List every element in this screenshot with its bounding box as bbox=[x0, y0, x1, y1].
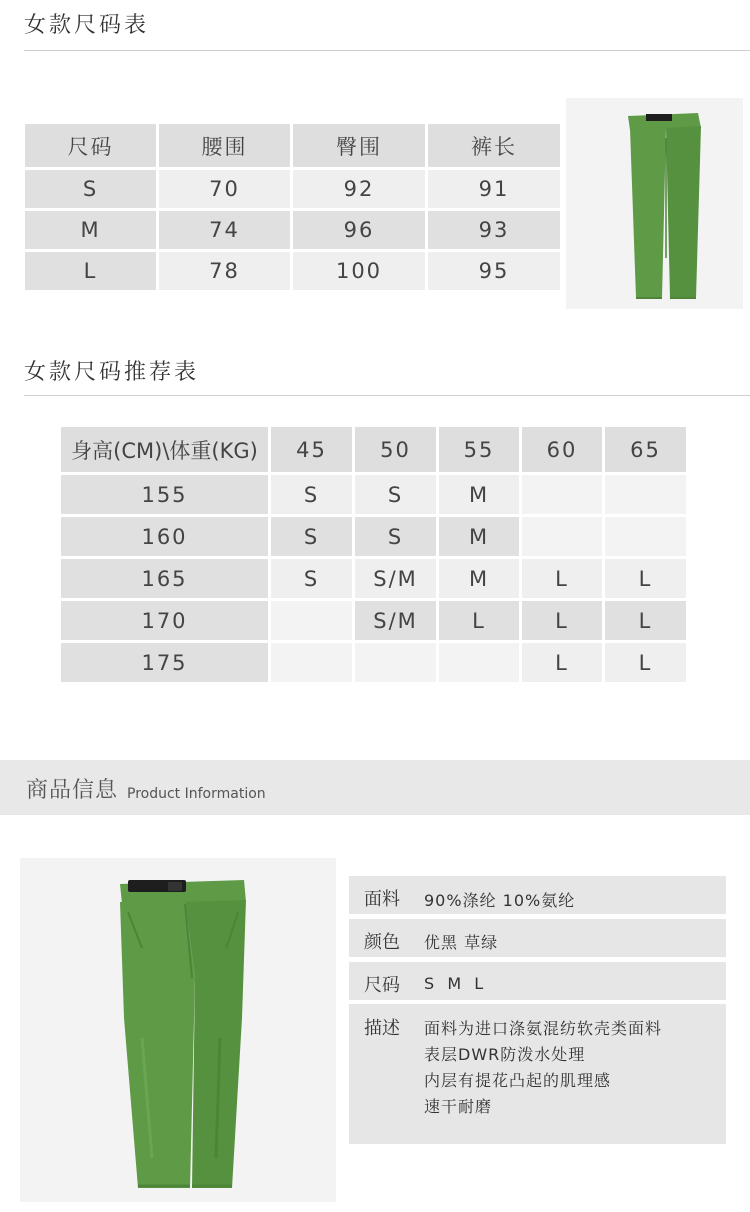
size-cell: 93 bbox=[428, 211, 560, 249]
detail-label-fabric: 面料 bbox=[364, 889, 400, 910]
recommend-cell: S/M bbox=[355, 601, 436, 640]
recommend-height-cell: 165 bbox=[61, 559, 268, 598]
recommend-header-weight: 45 bbox=[271, 427, 352, 472]
recommend-cell bbox=[439, 643, 519, 682]
recommend-cell: M bbox=[439, 517, 519, 556]
recommend-cell: S bbox=[271, 475, 352, 514]
product-info-title: 商品信息 bbox=[26, 778, 119, 803]
recommend-height-cell: 170 bbox=[61, 601, 268, 640]
recommend-cell: L bbox=[605, 643, 686, 682]
green-pants-photo-icon bbox=[566, 98, 743, 309]
recommend-header-weight: 55 bbox=[439, 427, 519, 472]
detail-value-color: 优黑 草绿 bbox=[424, 933, 499, 952]
recommend-cell bbox=[271, 601, 352, 640]
size-cell: 100 bbox=[293, 252, 425, 290]
recommend-height-cell: 155 bbox=[61, 475, 268, 514]
recommend-cell bbox=[605, 475, 686, 514]
recommend-header-corner: 身高(CM)\体重(KG) bbox=[61, 427, 268, 472]
size-cell: 78 bbox=[159, 252, 290, 290]
detail-value-size: S M L bbox=[424, 974, 485, 993]
recommend-cell: S/M bbox=[355, 559, 436, 598]
recommend-cell: L bbox=[522, 559, 602, 598]
size-chart-rule bbox=[24, 50, 750, 51]
recommend-cell bbox=[271, 643, 352, 682]
recommend-header-weight: 50 bbox=[355, 427, 436, 472]
product-photo-large bbox=[20, 858, 336, 1202]
recommend-header-weight: 65 bbox=[605, 427, 686, 472]
detail-description-line: 表层DWR防泼水处理 bbox=[424, 1045, 586, 1064]
size-header-hip: 臀围 bbox=[293, 124, 425, 167]
product-photo-small bbox=[566, 98, 743, 309]
size-cell: 70 bbox=[159, 170, 290, 208]
recommend-cell: S bbox=[271, 517, 352, 556]
recommend-cell: L bbox=[439, 601, 519, 640]
recommend-height-cell: 175 bbox=[61, 643, 268, 682]
recommend-cell: S bbox=[271, 559, 352, 598]
recommend-cell bbox=[355, 643, 436, 682]
green-pants-photo-icon bbox=[20, 858, 336, 1202]
detail-description-line: 速干耐磨 bbox=[424, 1097, 493, 1116]
recommend-cell bbox=[522, 517, 602, 556]
size-cell: M bbox=[25, 211, 156, 249]
recommend-cell: L bbox=[522, 601, 602, 640]
recommend-cell: L bbox=[522, 643, 602, 682]
size-header-length: 裤长 bbox=[428, 124, 560, 167]
size-cell: 91 bbox=[428, 170, 560, 208]
detail-row-color bbox=[349, 919, 726, 957]
size-cell: L bbox=[25, 252, 156, 290]
recommend-cell: L bbox=[605, 601, 686, 640]
product-info-subtitle: Product Information bbox=[127, 786, 266, 802]
detail-row-size bbox=[349, 962, 726, 1000]
recommend-cell: M bbox=[439, 559, 519, 598]
recommend-chart-title: 女款尺码推荐表 bbox=[24, 360, 200, 385]
recommend-cell: S bbox=[355, 475, 436, 514]
detail-description-line: 面料为进口涤氨混纺软壳类面料 bbox=[424, 1019, 663, 1038]
size-cell: S bbox=[25, 170, 156, 208]
detail-label-color: 颜色 bbox=[364, 932, 400, 953]
size-header-size: 尺码 bbox=[25, 124, 156, 167]
size-chart-title: 女款尺码表 bbox=[24, 13, 150, 38]
detail-value-fabric: 90%涤纶 10%氨纶 bbox=[424, 891, 576, 910]
size-header-waist: 腰围 bbox=[159, 124, 290, 167]
size-cell: 95 bbox=[428, 252, 560, 290]
size-cell: 96 bbox=[293, 211, 425, 249]
recommend-chart-rule bbox=[24, 395, 750, 396]
detail-label-description: 描述 bbox=[364, 1018, 400, 1039]
recommend-cell bbox=[522, 475, 602, 514]
recommend-cell bbox=[605, 517, 686, 556]
detail-label-size: 尺码 bbox=[364, 975, 400, 996]
detail-description-line: 内层有提花凸起的肌理感 bbox=[424, 1071, 612, 1090]
recommend-cell: L bbox=[605, 559, 686, 598]
size-cell: 92 bbox=[293, 170, 425, 208]
recommend-height-cell: 160 bbox=[61, 517, 268, 556]
recommend-cell: S bbox=[355, 517, 436, 556]
recommend-header-weight: 60 bbox=[522, 427, 602, 472]
size-cell: 74 bbox=[159, 211, 290, 249]
recommend-cell: M bbox=[439, 475, 519, 514]
